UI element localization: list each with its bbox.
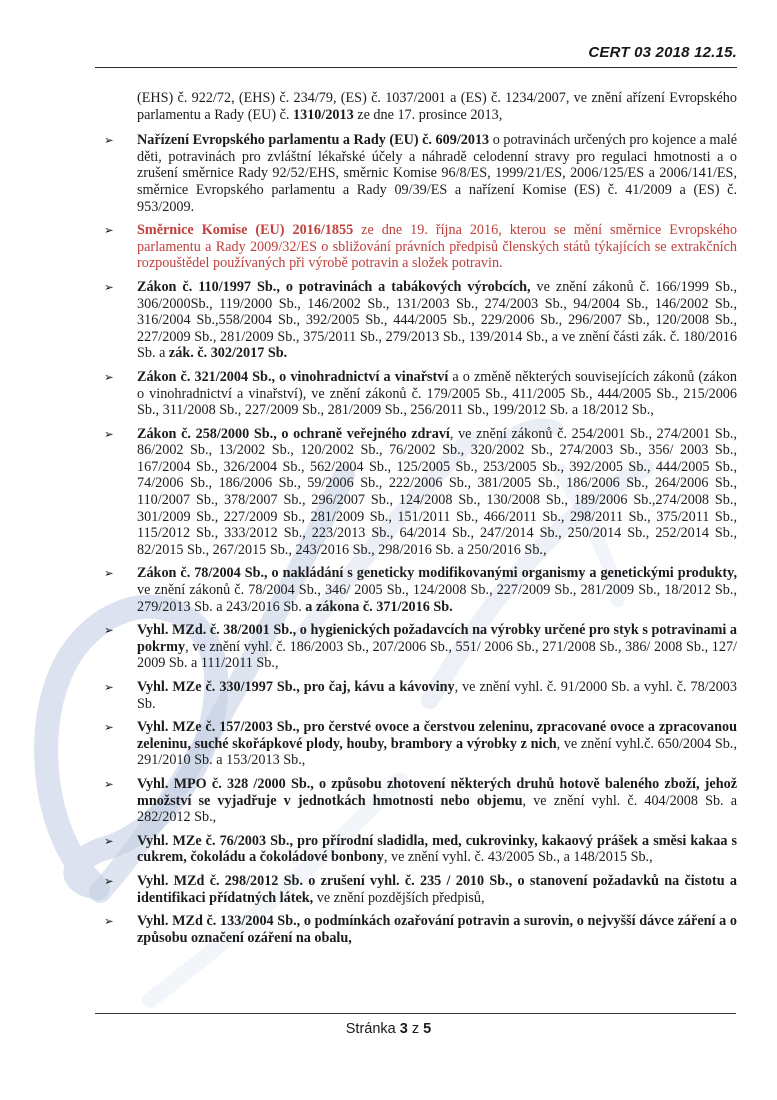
list-item (103, 719, 737, 769)
paragraph-text: , ve znění vyhl. č. 91/2000 Sb. a vyhl. č. 78/2003 Sb. (137, 679, 737, 712)
document-body (103, 90, 737, 953)
footer-prefix: Stránka (345, 1021, 396, 1037)
list-item (103, 833, 737, 866)
paragraph-text: ve znění pozdějších předpisů, (313, 889, 485, 906)
paragraph-text: ze dne 17. prosince 2013, (353, 106, 503, 123)
list-item (103, 776, 737, 826)
list-item (103, 679, 737, 712)
paragraph-text: a o změně některých souvisejících zákonů (zákon o vinohradnictví a vinařství), ve znění zákonů č. 179/2005 Sb., 411/2005 Sb., 444/2005 Sb., 215/2006 Sb., 311/2008 Sb., 227/2009 Sb., 281/2009 Sb., 256/2011 Sb., 199/2012 Sb. a 18/2012 Sb., (137, 368, 737, 419)
bullet-arrow-icon: ➢ (104, 426, 114, 441)
paragraph-text: , ve znění vyhl. č. 404/2008 Sb. a 282/2012 Sb., (137, 792, 738, 826)
paragraph-text: Zákon č. 321/2004 Sb., o vinohradnictví a vinařství (137, 368, 449, 385)
intro-paragraph (137, 90, 737, 123)
paragraph-text: a zákona č. 371/2016 Sb. (305, 598, 453, 615)
bullet-arrow-icon: ➢ (104, 369, 114, 384)
bullet-arrow-icon: ➢ (104, 680, 114, 694)
paragraph-text: Zákon č. 110/1997 Sb., o potravinách a tabákových výrobcích, (137, 278, 531, 295)
paragraph-text: (EHS) č. 922/72, (EHS) č. 234/79, (ES) č. 1037/2001 a (ES) č. 1234/2007, ve znění ařízení Evropského parlamentu a Rady (EU) č. (137, 90, 737, 123)
paragraph-text: , ve znění zákonů č. 254/2001 Sb., 274/2001 Sb., 86/2002 Sb., 13/2002 Sb., 120/2002 Sb., 76/2002 Sb., 320/2002 Sb., 274/2003 Sb., 356/ 2003 Sb., 167/2004 Sb., 326/2004 Sb., 562/2004 Sb., 125/2005 Sb., 253/2005 Sb., 392/2005 Sb., 444/2005 Sb., 74/2006 Sb., 186/2006 Sb., 59/2006 Sb., 222/2006 Sb., 381/2005 Sb., 186/2006 Sb., 264/2006 Sb., 110/2007 Sb., 378/2007 Sb., 296/2007 Sb., 124/2008 Sb., 130/2008 Sb., 189/2006 Sb.,274/2008 Sb., 301/2009 Sb., 227/2009 Sb., 281/2009 Sb., 151/2011 Sb., 466/2011 Sb., 298/2011 Sb., 375/2011 Sb., 115/2012 Sb., 333/2012 Sb., 223/2013 Sb., 64/2014 Sb., 247/2014 Sb., 250/2014 Sb., 252/2014 Sb., 82/2015 Sb., 267/2015 Sb., 243/2016 Sb., 298/2016 Sb. a 250/2016 Sb., (137, 425, 738, 558)
bullet-arrow-icon: ➢ (104, 776, 114, 791)
bullet-arrow-icon: ➢ (104, 914, 114, 929)
paragraph-text: zák. č. 302/2017 Sb. (168, 345, 288, 362)
paragraph-text: Nařízení Evropského parlamentu a Rady (EU) č. 609/2013 (137, 132, 490, 149)
paragraph-text: , ve znění vyhl. č. 186/2003 Sb., 207/2006 Sb., 551/ 2006 Sb., 271/2008 Sb., 386/ 2008 Sb., 127/ 2009 Sb. a 111/2011 Sb., (137, 638, 737, 672)
list-item (103, 565, 737, 615)
paragraph-text: Vyhl. MZd č. 133/2004 Sb., o podmínkách ozařování potravin a surovin, o nejvyšší dávce záření a o způsobu označení ozáření na obalu, (137, 913, 737, 946)
paragraph-text: Směrnice Komise (EU) 2016/1855 (137, 222, 354, 239)
list-item (103, 913, 737, 946)
footer-total-pages: 5 (423, 1021, 432, 1037)
paragraph-text: , ve znění vyhl. č. 43/2005 Sb., a 148/2015 Sb., (383, 849, 653, 866)
footer-rule (95, 1013, 736, 1014)
bullet-arrow-icon: ➢ (104, 566, 114, 581)
header-doc-code: CERT 03 2018 12.15. (588, 44, 737, 61)
bullet-arrow-icon: ➢ (104, 223, 114, 238)
paragraph-text: Zákon č. 78/2004 Sb., o nakládání s geneticky modifikovanými organismy a genetickými produkty, (137, 565, 737, 582)
paragraph-text: ve znění zákonů č. 166/1999 Sb., 306/2000Sb., 119/2000 Sb., 146/2002 Sb., 131/2003 Sb., 274/2003 Sb., 94/2004 Sb., 146/2002 Sb., 316/2004 Sb.,558/2004 Sb., 392/2005 Sb., 444/2005 Sb., 229/2006 Sb., 296/2007 Sb., 120/2008 Sb., 227/2009 Sb., 281/2009 Sb., 375/2011 Sb., 279/2013 Sb., 139/2014 Sb., a ve znění části zák. č. 180/2016 Sb. a (137, 278, 738, 362)
paragraph-text: Vyhl. MZe č. 330/1997 Sb., pro čaj, kávu a kávoviny (137, 679, 455, 695)
list-item (103, 622, 737, 672)
paragraph-text: ve znění zákonů č. 78/2004 Sb., 346/ 2005 Sb., 124/2008 Sb., 227/2009 Sb., 281/2009 Sb., 18/2012 Sb., 279/2013 Sb. a 243/2016 Sb. (137, 582, 737, 615)
paragraph-text: Vyhl. MPO č. 328 /2000 Sb., o způsobu zhotovení některých druhů hotově baleného zboží, jehož množství se vyjadřuje v jednotkách hmotnosti nebo objemu (137, 775, 737, 809)
bullet-arrow-icon: ➢ (104, 873, 114, 888)
header-rule (95, 67, 737, 68)
paragraph-text: o potravinách určených pro kojence a malé děti, potravinách pro zvláštní lékařské účely a náhradě celodenní stravy pro regulaci hmotnosti a o zrušení směrnice Rady 92/52/EHS, směrnic Komise 96/8/ES, 1999/21/ES, 2006/125/ES a 2006/141/ES, směrnice Evropského parlamentu a Rady 09/39/ES a nařízení Komise (ES) č. 41/2009 a (ES) č. 953/2009. (137, 132, 737, 215)
paragraph-text: Vyhl. MZd č. 298/2012 Sb. o zrušení vyhl. č. 235 / 2010 Sb., o stanovení požadavků na čistotu a identifikaci přídatných látek, (137, 872, 737, 906)
paragraph-text: Zákon č. 258/2000 Sb., o ochraně veřejného zdraví (137, 425, 450, 442)
paragraph-text: 1310/2013 (293, 106, 354, 123)
footer-current-page: 3 (399, 1021, 408, 1037)
bullet-arrow-icon: ➢ (104, 279, 114, 294)
paragraph-text: ze dne 19. října 2016, kterou se mění směrnice Evropského parlamentu a Rady 2009/32/ES o sbližování právních předpisů členských států týkajících se extrakčních rozpouštědel používaných při výrobě potravin a složek potravin. (137, 222, 737, 272)
bullet-arrow-icon: ➢ (104, 133, 114, 148)
bullet-arrow-icon: ➢ (104, 623, 114, 638)
footer-of-word: z (411, 1021, 420, 1037)
list-item (103, 222, 737, 272)
paragraph-text: , ve znění vyhl.č. 650/2004 Sb., 291/2010 Sb. a 153/2013 Sb., (137, 735, 737, 769)
paragraph-text: Vyhl. MZe č. 157/2003 Sb., pro čerstvé ovoce a čerstvou zeleninu, zpracované ovoce a zpracovanou zeleninu, suché skořápkové plody, houby, brambory a výrobky z nich (137, 719, 737, 752)
list-item (103, 426, 737, 559)
paragraph-text: Vyhl. MZe č. 76/2003 Sb., pro přírodní sladidla, med, cukrovinky, kakaový prášek a směsi kakaa s cukrem, čokoládu a čokoládové bonbony (137, 832, 737, 866)
list-item (103, 873, 737, 906)
bullet-arrow-icon: ➢ (104, 720, 114, 735)
list-item (103, 369, 737, 419)
paragraph-text: Vyhl. MZd. č. 38/2001 Sb., o hygienických požadavcích na výrobky určené pro styk s potravinami a pokrmy (137, 622, 737, 655)
list-item (103, 132, 737, 215)
list-item (103, 279, 737, 362)
bullet-arrow-icon: ➢ (104, 833, 114, 848)
footer-page-number (0, 1021, 777, 1037)
